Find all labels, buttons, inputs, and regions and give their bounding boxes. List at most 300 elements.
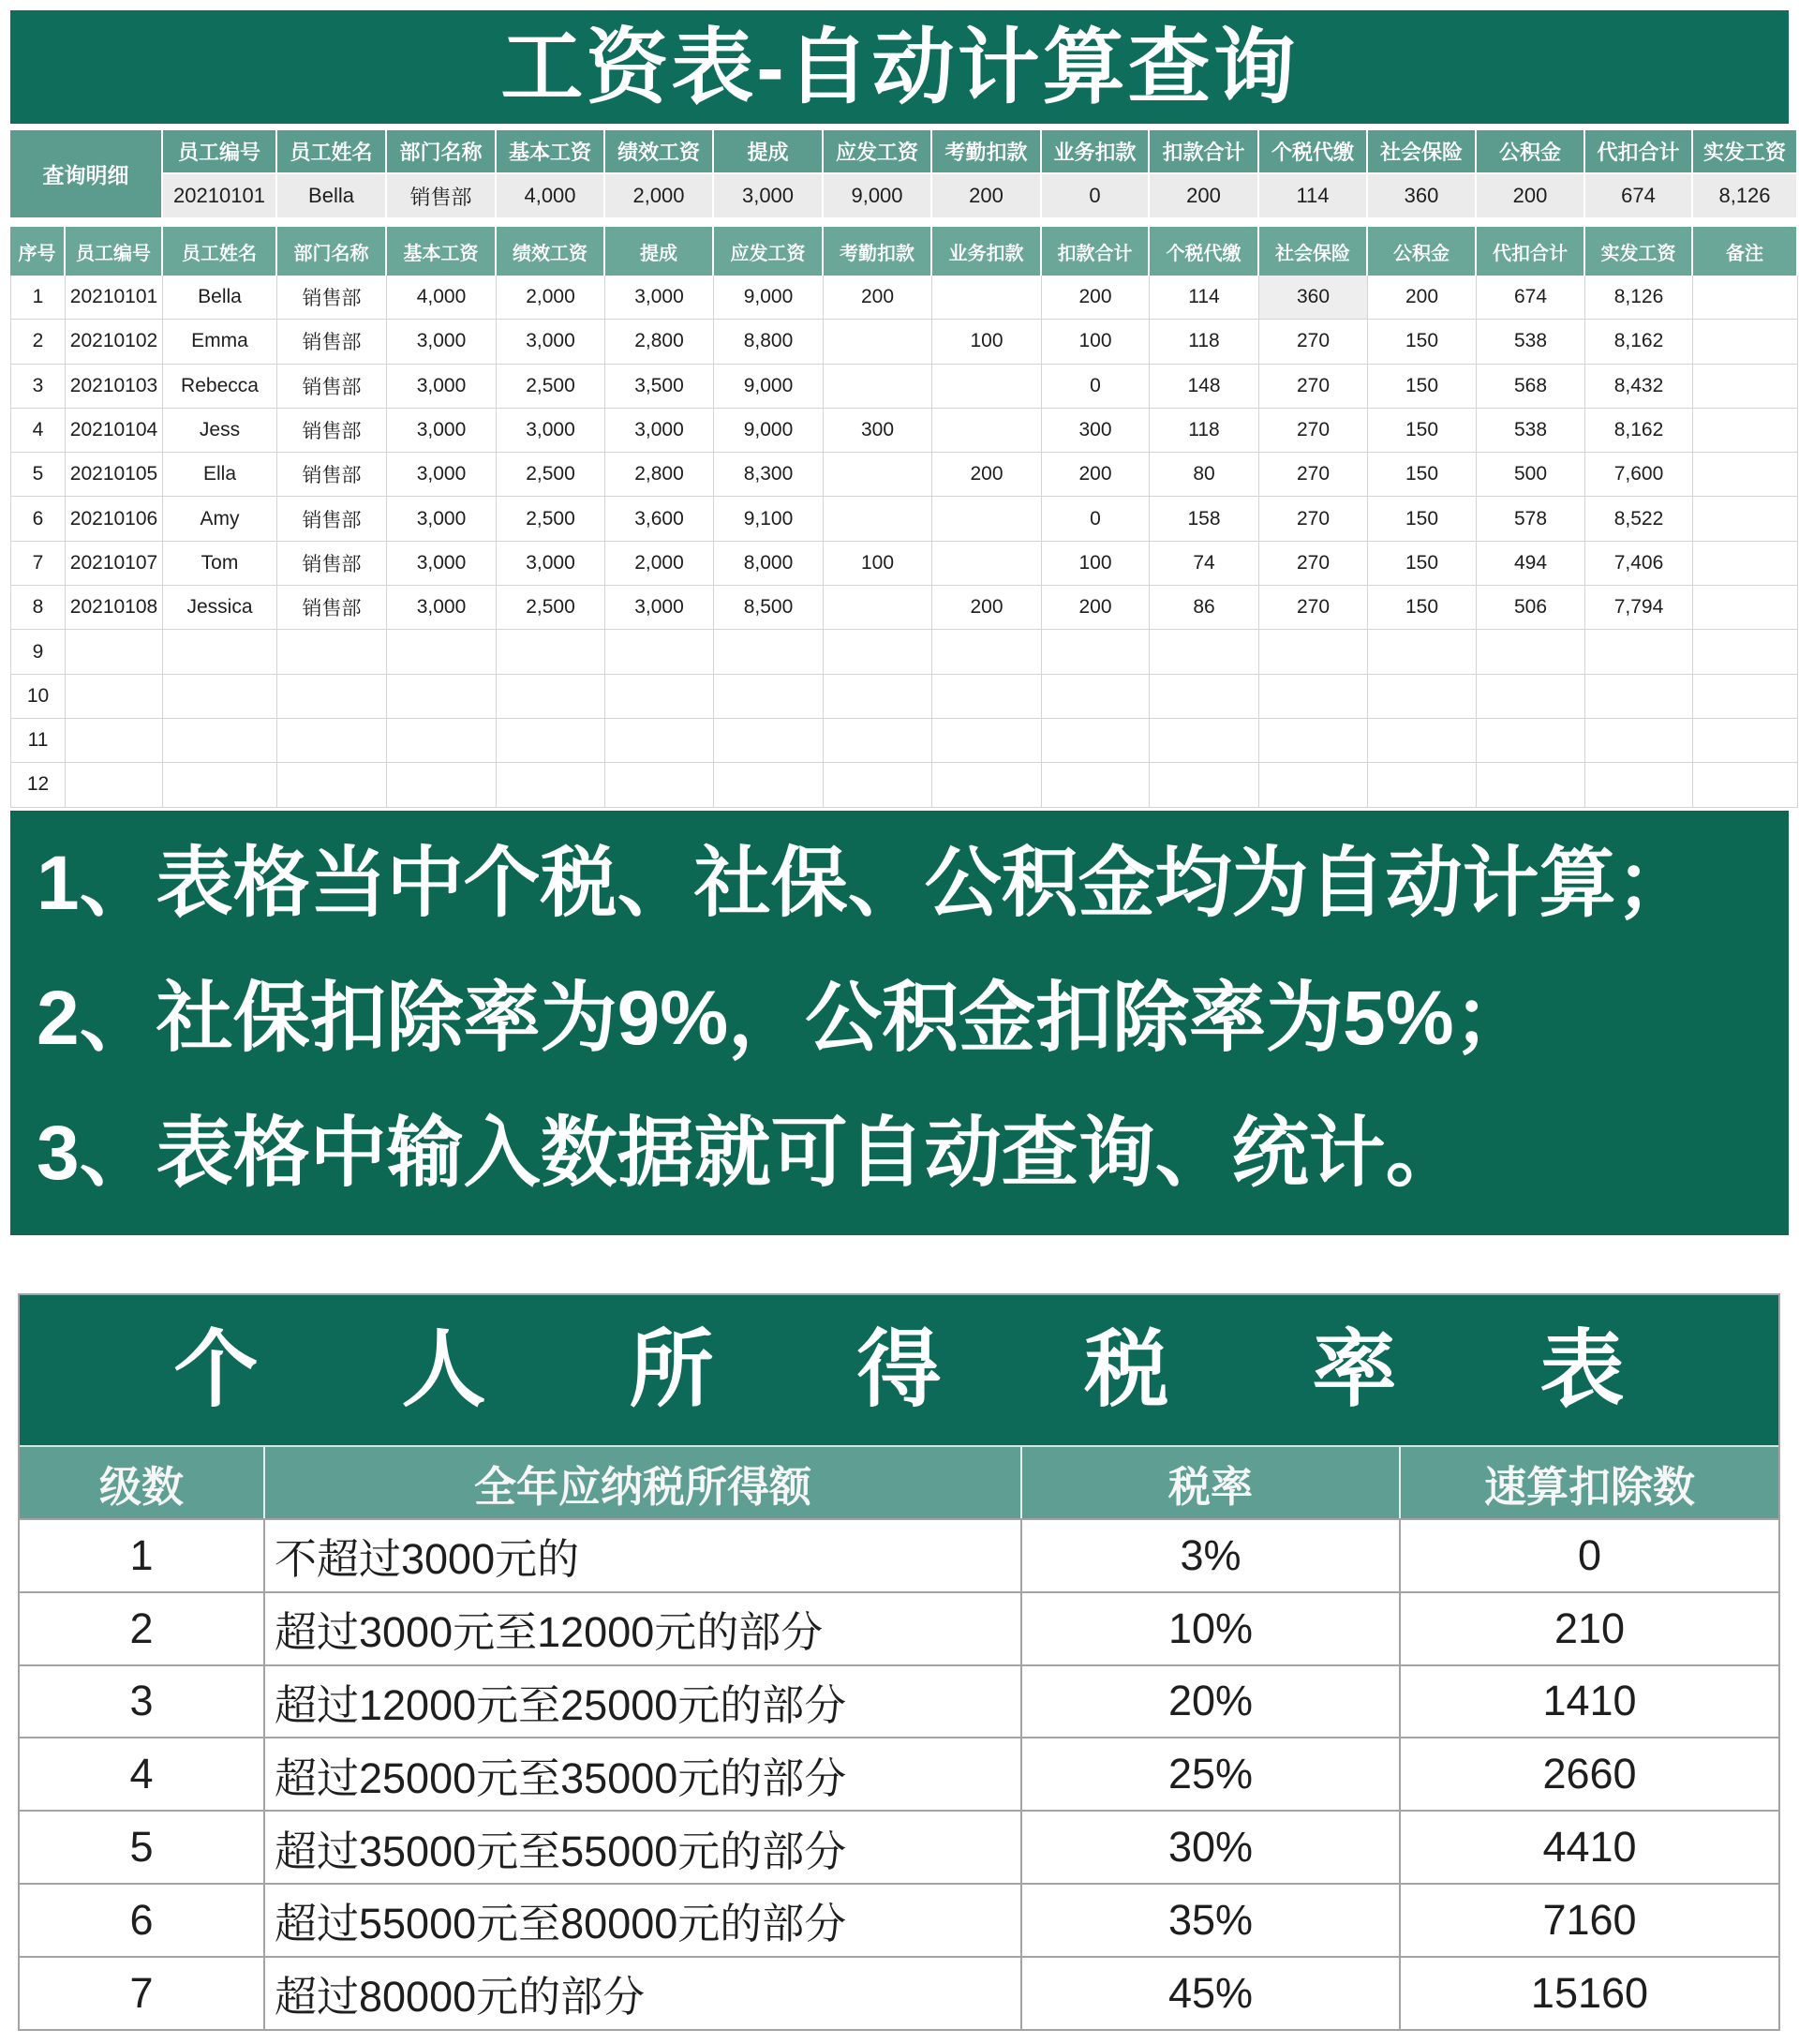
business-deduction-cell[interactable]: 200 <box>932 453 1042 497</box>
total-deduction-cell[interactable]: 100 <box>1042 320 1150 364</box>
tax-table-body <box>20 1518 1778 2029</box>
header-net-pay: 实发工资 <box>1585 227 1693 276</box>
attendance-deduction-cell[interactable]: 300 <box>824 409 932 453</box>
gross-pay-cell[interactable]: 9,000 <box>714 365 824 409</box>
tax-quick-deduction-cell: 4410 <box>1542 1823 1637 1872</box>
tax-quick-deduction-cell: 210 <box>1554 1604 1626 1652</box>
attendance-deduction-cell[interactable] <box>824 586 932 630</box>
total-deduction-cell[interactable] <box>1042 719 1150 763</box>
department-cell[interactable]: 销售部 <box>277 365 387 409</box>
employee-name-cell[interactable]: Bella <box>163 276 277 320</box>
department-cell[interactable]: 销售部 <box>277 409 387 453</box>
performance-pay-cell[interactable] <box>497 675 605 719</box>
gross-pay-cell[interactable]: 9,000 <box>714 276 824 320</box>
table-row <box>10 276 1798 320</box>
employee-id-cell[interactable]: 20210104 <box>66 409 163 453</box>
performance-pay-cell[interactable]: 2,500 <box>497 586 605 630</box>
gross-pay-cell[interactable]: 8,300 <box>714 453 824 497</box>
commission-cell[interactable]: 2,800 <box>605 453 714 497</box>
tax-header-quick-deduction: 速算扣除数 <box>1483 1462 1695 1511</box>
remarks-cell[interactable] <box>1693 276 1798 320</box>
table-row <box>10 320 1798 364</box>
base-salary-cell[interactable]: 3,000 <box>387 365 497 409</box>
employee-id-cell[interactable]: 20210106 <box>66 497 163 541</box>
seq-cell[interactable]: 7 <box>10 542 66 586</box>
employee-name-cell[interactable] <box>163 763 277 807</box>
gross-pay-cell[interactable] <box>714 675 824 719</box>
income-tax-cell[interactable]: 86 <box>1150 586 1259 630</box>
housing-fund-cell[interactable]: 150 <box>1368 365 1477 409</box>
query-header-department: 部门名称 <box>387 130 497 172</box>
tax-header-tax-rate: 税率 <box>1022 1447 1401 1518</box>
commission-cell[interactable] <box>605 630 714 674</box>
seq-cell[interactable]: 9 <box>10 630 66 674</box>
employee-id-cell[interactable]: 20210107 <box>66 542 163 586</box>
performance-pay-cell[interactable] <box>497 719 605 763</box>
department-cell[interactable] <box>277 763 387 807</box>
base-salary-cell[interactable] <box>387 763 497 807</box>
business-deduction-cell[interactable]: 200 <box>932 586 1042 630</box>
tax-tax-rate-cell: 30% <box>1022 1812 1401 1883</box>
table-row <box>10 453 1798 497</box>
total-withholding-cell[interactable]: 578 <box>1477 497 1585 541</box>
employee-name-cell[interactable]: Rebecca <box>163 365 277 409</box>
tax-rate-table <box>18 1293 1780 2031</box>
housing-fund-cell[interactable]: 150 <box>1368 453 1477 497</box>
total-withholding-cell[interactable]: 500 <box>1477 453 1585 497</box>
performance-pay-cell[interactable]: 2,500 <box>497 497 605 541</box>
performance-pay-cell[interactable]: 3,000 <box>497 320 605 364</box>
header-business-deduction: 业务扣款 <box>932 227 1042 276</box>
remarks-cell[interactable] <box>1693 320 1798 364</box>
business-deduction-cell[interactable] <box>932 763 1042 807</box>
tax-quick-deduction-cell: 1410 <box>1542 1677 1637 1725</box>
net-pay-cell[interactable]: 7,600 <box>1585 453 1693 497</box>
base-salary-cell[interactable] <box>387 630 497 674</box>
query-header-housing-fund: 公积金 <box>1477 130 1585 172</box>
department-cell[interactable] <box>277 675 387 719</box>
gross-pay-cell[interactable] <box>714 763 824 807</box>
net-pay-cell[interactable] <box>1585 719 1693 763</box>
employee-name-cell[interactable] <box>163 630 277 674</box>
commission-cell[interactable] <box>605 719 714 763</box>
department-cell[interactable]: 销售部 <box>277 542 387 586</box>
header-attendance-deduction: 考勤扣款 <box>824 227 932 276</box>
seq-cell[interactable]: 4 <box>10 409 66 453</box>
tax-level-cell: 6 <box>20 1885 265 1956</box>
employee-name-cell[interactable]: Jessica <box>163 586 277 630</box>
attendance-deduction-cell[interactable] <box>824 675 932 719</box>
performance-pay-cell[interactable]: 2,500 <box>497 453 605 497</box>
net-pay-cell[interactable]: 7,406 <box>1585 542 1693 586</box>
base-salary-cell[interactable]: 3,000 <box>387 409 497 453</box>
query-gross-pay-value: 9,000 <box>824 172 932 217</box>
query-base-salary-value: 4,000 <box>497 172 605 217</box>
table-row <box>10 497 1798 541</box>
table-row <box>10 365 1798 409</box>
base-salary-cell[interactable] <box>387 719 497 763</box>
tax-quick-deduction-cell: 0 <box>1577 1530 1602 1579</box>
base-salary-cell[interactable]: 4,000 <box>387 276 497 320</box>
total-withholding-cell[interactable]: 538 <box>1477 409 1585 453</box>
housing-fund-cell[interactable]: 150 <box>1368 409 1477 453</box>
net-pay-cell[interactable] <box>1585 675 1693 719</box>
header-income-tax: 个税代缴 <box>1150 227 1259 276</box>
performance-pay-cell[interactable] <box>497 630 605 674</box>
total-deduction-cell[interactable]: 200 <box>1042 276 1150 320</box>
tax-quick-deduction-cell: 7160 <box>1542 1895 1637 1944</box>
query-total-deduction-value: 200 <box>1150 172 1259 217</box>
seq-cell[interactable]: 5 <box>10 453 66 497</box>
table-row <box>10 630 1798 674</box>
net-pay-cell[interactable]: 8,162 <box>1585 320 1693 364</box>
attendance-deduction-cell[interactable] <box>824 497 932 541</box>
tax-table-row <box>20 1883 1778 1956</box>
seq-cell[interactable]: 8 <box>10 586 66 630</box>
business-deduction-cell[interactable] <box>932 630 1042 674</box>
employee-name-cell[interactable]: Emma <box>163 320 277 364</box>
net-pay-cell[interactable] <box>1585 763 1693 807</box>
employee-name-cell[interactable]: Tom <box>163 542 277 586</box>
housing-fund-cell[interactable]: 150 <box>1368 542 1477 586</box>
total-deduction-cell[interactable] <box>1042 763 1150 807</box>
header-gross-pay: 应发工资 <box>714 227 824 276</box>
tax-tax-rate-cell: 20% <box>1022 1666 1401 1738</box>
performance-pay-cell[interactable]: 2,000 <box>497 276 605 320</box>
gross-pay-cell[interactable]: 8,800 <box>714 320 824 364</box>
header-commission: 提成 <box>605 227 714 276</box>
query-employee-name-value: Bella <box>277 172 387 217</box>
performance-pay-cell[interactable]: 2,500 <box>497 365 605 409</box>
income-tax-cell[interactable]: 118 <box>1150 409 1259 453</box>
business-deduction-cell[interactable] <box>932 497 1042 541</box>
tax-level-cell: 3 <box>20 1666 265 1738</box>
tax-title-char: 税 <box>1084 1323 1169 1417</box>
attendance-deduction-cell[interactable] <box>824 453 932 497</box>
employee-id-cell[interactable]: 20210101 <box>66 276 163 320</box>
social-insurance-cell[interactable]: 270 <box>1259 320 1368 364</box>
remarks-cell[interactable] <box>1693 497 1798 541</box>
header-department: 部门名称 <box>277 227 387 276</box>
remarks-cell[interactable] <box>1693 586 1798 630</box>
income-tax-cell[interactable]: 148 <box>1150 365 1259 409</box>
net-pay-cell[interactable]: 8,162 <box>1585 409 1693 453</box>
social-insurance-cell[interactable]: 270 <box>1259 586 1368 630</box>
department-cell[interactable]: 销售部 <box>277 586 387 630</box>
employee-id-cell[interactable]: 20210105 <box>66 453 163 497</box>
seq-cell[interactable]: 12 <box>10 763 66 807</box>
commission-cell[interactable]: 3,000 <box>605 409 714 453</box>
housing-fund-cell[interactable]: 150 <box>1368 497 1477 541</box>
income-tax-cell[interactable]: 158 <box>1150 497 1259 541</box>
remarks-cell[interactable] <box>1693 542 1798 586</box>
employee-id-cell[interactable] <box>66 675 163 719</box>
social-insurance-cell[interactable]: 270 <box>1259 453 1368 497</box>
gross-pay-cell[interactable]: 9,000 <box>714 409 824 453</box>
base-salary-cell[interactable]: 3,000 <box>387 542 497 586</box>
total-deduction-cell[interactable] <box>1042 675 1150 719</box>
income-tax-cell[interactable]: 114 <box>1150 276 1259 320</box>
commission-cell[interactable]: 3,600 <box>605 497 714 541</box>
query-income-tax-value: 114 <box>1259 172 1368 217</box>
employee-name-cell[interactable]: Jess <box>163 409 277 453</box>
business-deduction-cell[interactable] <box>932 276 1042 320</box>
social-insurance-cell[interactable]: 270 <box>1259 542 1368 586</box>
query-net-pay-value: 8,126 <box>1693 172 1798 217</box>
tax-taxable-income-range-cell: 不超过3000元的 <box>265 1520 1022 1591</box>
tax-taxable-income-range-cell: 超过25000元至35000元的部分 <box>265 1738 1022 1810</box>
tax-table-title <box>20 1295 1778 1445</box>
employee-id-cell[interactable]: 20210103 <box>66 365 163 409</box>
commission-cell[interactable] <box>605 763 714 807</box>
tax-taxable-income-range-cell: 超过55000元至80000元的部分 <box>265 1885 1022 1956</box>
query-housing-fund-value: 200 <box>1477 172 1585 217</box>
net-pay-cell[interactable]: 8,126 <box>1585 276 1693 320</box>
tax-quick-deduction-cell: 2660 <box>1542 1750 1637 1798</box>
tax-tax-rate-cell: 25% <box>1022 1738 1401 1810</box>
base-salary-cell[interactable]: 3,000 <box>387 320 497 364</box>
total-withholding-cell[interactable] <box>1477 630 1585 674</box>
header-employee-id: 员工编号 <box>66 227 163 276</box>
social-insurance-cell[interactable]: 270 <box>1259 497 1368 541</box>
tax-taxable-income-range-cell: 超过12000元至25000元的部分 <box>265 1666 1022 1738</box>
tax-level-cell: 7 <box>20 1958 265 2029</box>
department-cell[interactable] <box>277 719 387 763</box>
housing-fund-cell[interactable] <box>1368 675 1477 719</box>
table-row <box>10 719 1798 763</box>
base-salary-cell[interactable] <box>387 675 497 719</box>
gross-pay-cell[interactable]: 9,100 <box>714 497 824 541</box>
total-deduction-cell[interactable]: 0 <box>1042 497 1150 541</box>
seq-cell[interactable]: 10 <box>10 675 66 719</box>
query-header-base-salary: 基本工资 <box>497 130 605 172</box>
income-tax-cell[interactable]: 118 <box>1150 320 1259 364</box>
social-insurance-cell[interactable] <box>1259 719 1368 763</box>
business-deduction-cell[interactable] <box>932 365 1042 409</box>
employee-id-cell[interactable] <box>66 763 163 807</box>
title-bar <box>10 10 1789 124</box>
query-header-attendance-deduction: 考勤扣款 <box>932 130 1042 172</box>
total-deduction-cell[interactable]: 0 <box>1042 365 1150 409</box>
total-deduction-cell[interactable] <box>1042 630 1150 674</box>
attendance-deduction-cell[interactable] <box>824 763 932 807</box>
total-deduction-cell[interactable]: 300 <box>1042 409 1150 453</box>
net-pay-cell[interactable]: 8,432 <box>1585 365 1693 409</box>
income-tax-cell[interactable] <box>1150 719 1259 763</box>
query-total-withholding-value: 674 <box>1585 172 1693 217</box>
remarks-cell[interactable] <box>1693 630 1798 674</box>
gross-pay-cell[interactable]: 8,500 <box>714 586 824 630</box>
business-deduction-cell[interactable] <box>932 409 1042 453</box>
net-pay-cell[interactable] <box>1585 630 1693 674</box>
query-performance-pay-value: 2,000 <box>605 172 714 217</box>
remarks-cell[interactable] <box>1693 675 1798 719</box>
seq-cell[interactable]: 1 <box>10 276 66 320</box>
social-insurance-cell[interactable] <box>1259 675 1368 719</box>
query-header-business-deduction: 业务扣款 <box>1042 130 1150 172</box>
attendance-deduction-cell[interactable] <box>824 719 932 763</box>
tax-title-char: 人 <box>401 1323 486 1417</box>
total-withholding-cell[interactable]: 538 <box>1477 320 1585 364</box>
gross-pay-cell[interactable] <box>714 630 824 674</box>
total-withholding-cell[interactable] <box>1477 763 1585 807</box>
employee-id-cell[interactable] <box>66 719 163 763</box>
query-header-employee-id: 员工编号 <box>163 130 277 172</box>
business-deduction-cell[interactable] <box>932 675 1042 719</box>
tax-level-cell: 1 <box>20 1520 265 1591</box>
total-deduction-cell[interactable]: 200 <box>1042 586 1150 630</box>
attendance-deduction-cell[interactable] <box>824 320 932 364</box>
department-cell[interactable]: 销售部 <box>277 320 387 364</box>
query-attendance-deduction-value: 200 <box>932 172 1042 217</box>
tax-taxable-income-range-cell: 超过80000元的部分 <box>265 1958 1022 2029</box>
commission-cell[interactable] <box>605 675 714 719</box>
business-deduction-cell[interactable]: 100 <box>932 320 1042 364</box>
tax-level-cell: 2 <box>20 1593 265 1664</box>
gross-pay-cell[interactable]: 8,000 <box>714 542 824 586</box>
total-withholding-cell[interactable]: 568 <box>1477 365 1585 409</box>
remarks-cell[interactable] <box>1693 453 1798 497</box>
department-cell[interactable]: 销售部 <box>277 453 387 497</box>
department-cell[interactable]: 销售部 <box>277 497 387 541</box>
net-pay-cell[interactable]: 7,794 <box>1585 586 1693 630</box>
header-housing-fund: 公积金 <box>1368 227 1477 276</box>
remarks-cell[interactable] <box>1693 409 1798 453</box>
tax-tax-rate-cell: 3% <box>1022 1520 1401 1591</box>
query-panel <box>10 130 1798 217</box>
business-deduction-cell[interactable] <box>932 719 1042 763</box>
tax-taxable-income-range-cell: 超过35000元至55000元的部分 <box>265 1812 1022 1883</box>
gross-pay-cell[interactable] <box>714 719 824 763</box>
employee-id-cell[interactable]: 20210102 <box>66 320 163 364</box>
query-social-insurance-value: 360 <box>1368 172 1477 217</box>
tax-table-row <box>20 1591 1778 1664</box>
seq-cell[interactable]: 3 <box>10 365 66 409</box>
notes-panel <box>10 811 1789 1235</box>
employee-id-cell[interactable]: 20210108 <box>66 586 163 630</box>
social-insurance-cell[interactable] <box>1259 763 1368 807</box>
total-deduction-cell[interactable]: 200 <box>1042 453 1150 497</box>
query-commission-value: 3,000 <box>714 172 824 217</box>
commission-cell[interactable]: 3,000 <box>605 276 714 320</box>
table-row <box>10 675 1798 719</box>
business-deduction-cell[interactable] <box>932 542 1042 586</box>
social-insurance-cell[interactable]: 270 <box>1259 365 1368 409</box>
note-line-3: 3、表格中输入数据就可自动查询、统计。 <box>37 1111 1463 1196</box>
tax-header-taxable-income-range: 全年应纳税所得额 <box>265 1447 1022 1518</box>
attendance-deduction-cell[interactable]: 100 <box>824 542 932 586</box>
performance-pay-cell[interactable]: 3,000 <box>497 542 605 586</box>
commission-cell[interactable]: 2,000 <box>605 542 714 586</box>
employee-id-cell[interactable] <box>66 630 163 674</box>
attendance-deduction-cell[interactable] <box>824 630 932 674</box>
income-tax-cell[interactable] <box>1150 763 1259 807</box>
query-header-commission: 提成 <box>714 130 824 172</box>
header-remarks: 备注 <box>1693 227 1798 276</box>
query-employee-id-input[interactable]: 20210101 <box>163 172 277 217</box>
tax-table-row <box>20 1518 1778 1591</box>
header-seq: 序号 <box>10 227 66 276</box>
page-title: 工资表-自动计算查询 <box>500 20 1299 113</box>
remarks-cell[interactable] <box>1693 719 1798 763</box>
query-header-net-pay: 实发工资 <box>1693 130 1798 172</box>
attendance-deduction-cell[interactable] <box>824 365 932 409</box>
employee-name-cell[interactable]: Amy <box>163 497 277 541</box>
net-pay-cell[interactable]: 8,522 <box>1585 497 1693 541</box>
employee-name-cell[interactable] <box>163 719 277 763</box>
tax-table-row <box>20 1810 1778 1883</box>
employee-name-cell[interactable] <box>163 675 277 719</box>
income-tax-cell[interactable] <box>1150 675 1259 719</box>
housing-fund-cell[interactable] <box>1368 763 1477 807</box>
total-withholding-cell[interactable]: 494 <box>1477 542 1585 586</box>
tax-tax-rate-cell: 10% <box>1022 1593 1401 1664</box>
housing-fund-cell[interactable] <box>1368 630 1477 674</box>
base-salary-cell[interactable]: 3,000 <box>387 497 497 541</box>
tax-quick-deduction-cell: 15160 <box>1530 1968 1649 2017</box>
social-insurance-cell[interactable]: 270 <box>1259 409 1368 453</box>
base-salary-cell[interactable]: 3,000 <box>387 586 497 630</box>
header-base-salary: 基本工资 <box>387 227 497 276</box>
query-business-deduction-value: 0 <box>1042 172 1150 217</box>
housing-fund-cell[interactable]: 150 <box>1368 586 1477 630</box>
total-withholding-cell[interactable] <box>1477 675 1585 719</box>
attendance-deduction-cell[interactable]: 200 <box>824 276 932 320</box>
commission-cell[interactable]: 3,500 <box>605 365 714 409</box>
tax-title-char: 得 <box>856 1323 942 1417</box>
remarks-cell[interactable] <box>1693 763 1798 807</box>
tax-table-row <box>20 1956 1778 2029</box>
housing-fund-cell[interactable]: 200 <box>1368 276 1477 320</box>
salary-table-header <box>10 227 1798 276</box>
housing-fund-cell[interactable]: 150 <box>1368 320 1477 364</box>
performance-pay-cell[interactable] <box>497 763 605 807</box>
income-tax-cell[interactable]: 80 <box>1150 453 1259 497</box>
total-withholding-cell[interactable] <box>1477 719 1585 763</box>
tax-level-cell: 4 <box>20 1738 265 1810</box>
commission-cell[interactable]: 2,800 <box>605 320 714 364</box>
table-row <box>10 409 1798 453</box>
department-cell[interactable]: 销售部 <box>277 276 387 320</box>
tax-table-header <box>20 1445 1778 1518</box>
tax-tax-rate-cell: 35% <box>1022 1885 1401 1956</box>
commission-cell[interactable]: 3,000 <box>605 586 714 630</box>
seq-cell[interactable]: 6 <box>10 497 66 541</box>
total-deduction-cell[interactable]: 100 <box>1042 542 1150 586</box>
tax-table-row <box>20 1737 1778 1810</box>
tax-tax-rate-cell: 45% <box>1022 1958 1401 2029</box>
remarks-cell[interactable] <box>1693 365 1798 409</box>
query-header-total-withholding: 代扣合计 <box>1585 130 1693 172</box>
seq-cell[interactable]: 2 <box>10 320 66 364</box>
query-header-income-tax: 个税代缴 <box>1259 130 1368 172</box>
housing-fund-cell[interactable] <box>1368 719 1477 763</box>
base-salary-cell[interactable]: 3,000 <box>387 453 497 497</box>
total-withholding-cell[interactable]: 506 <box>1477 586 1585 630</box>
income-tax-cell[interactable] <box>1150 630 1259 674</box>
header-total-withholding: 代扣合计 <box>1477 227 1585 276</box>
employee-name-cell[interactable]: Ella <box>163 453 277 497</box>
social-insurance-cell[interactable]: 360 <box>1259 276 1368 320</box>
total-withholding-cell[interactable]: 674 <box>1477 276 1585 320</box>
seq-cell[interactable]: 11 <box>10 719 66 763</box>
tax-title-char: 所 <box>629 1323 714 1417</box>
social-insurance-cell[interactable] <box>1259 630 1368 674</box>
income-tax-cell[interactable]: 74 <box>1150 542 1259 586</box>
table-row <box>10 586 1798 630</box>
performance-pay-cell[interactable]: 3,000 <box>497 409 605 453</box>
department-cell[interactable] <box>277 630 387 674</box>
